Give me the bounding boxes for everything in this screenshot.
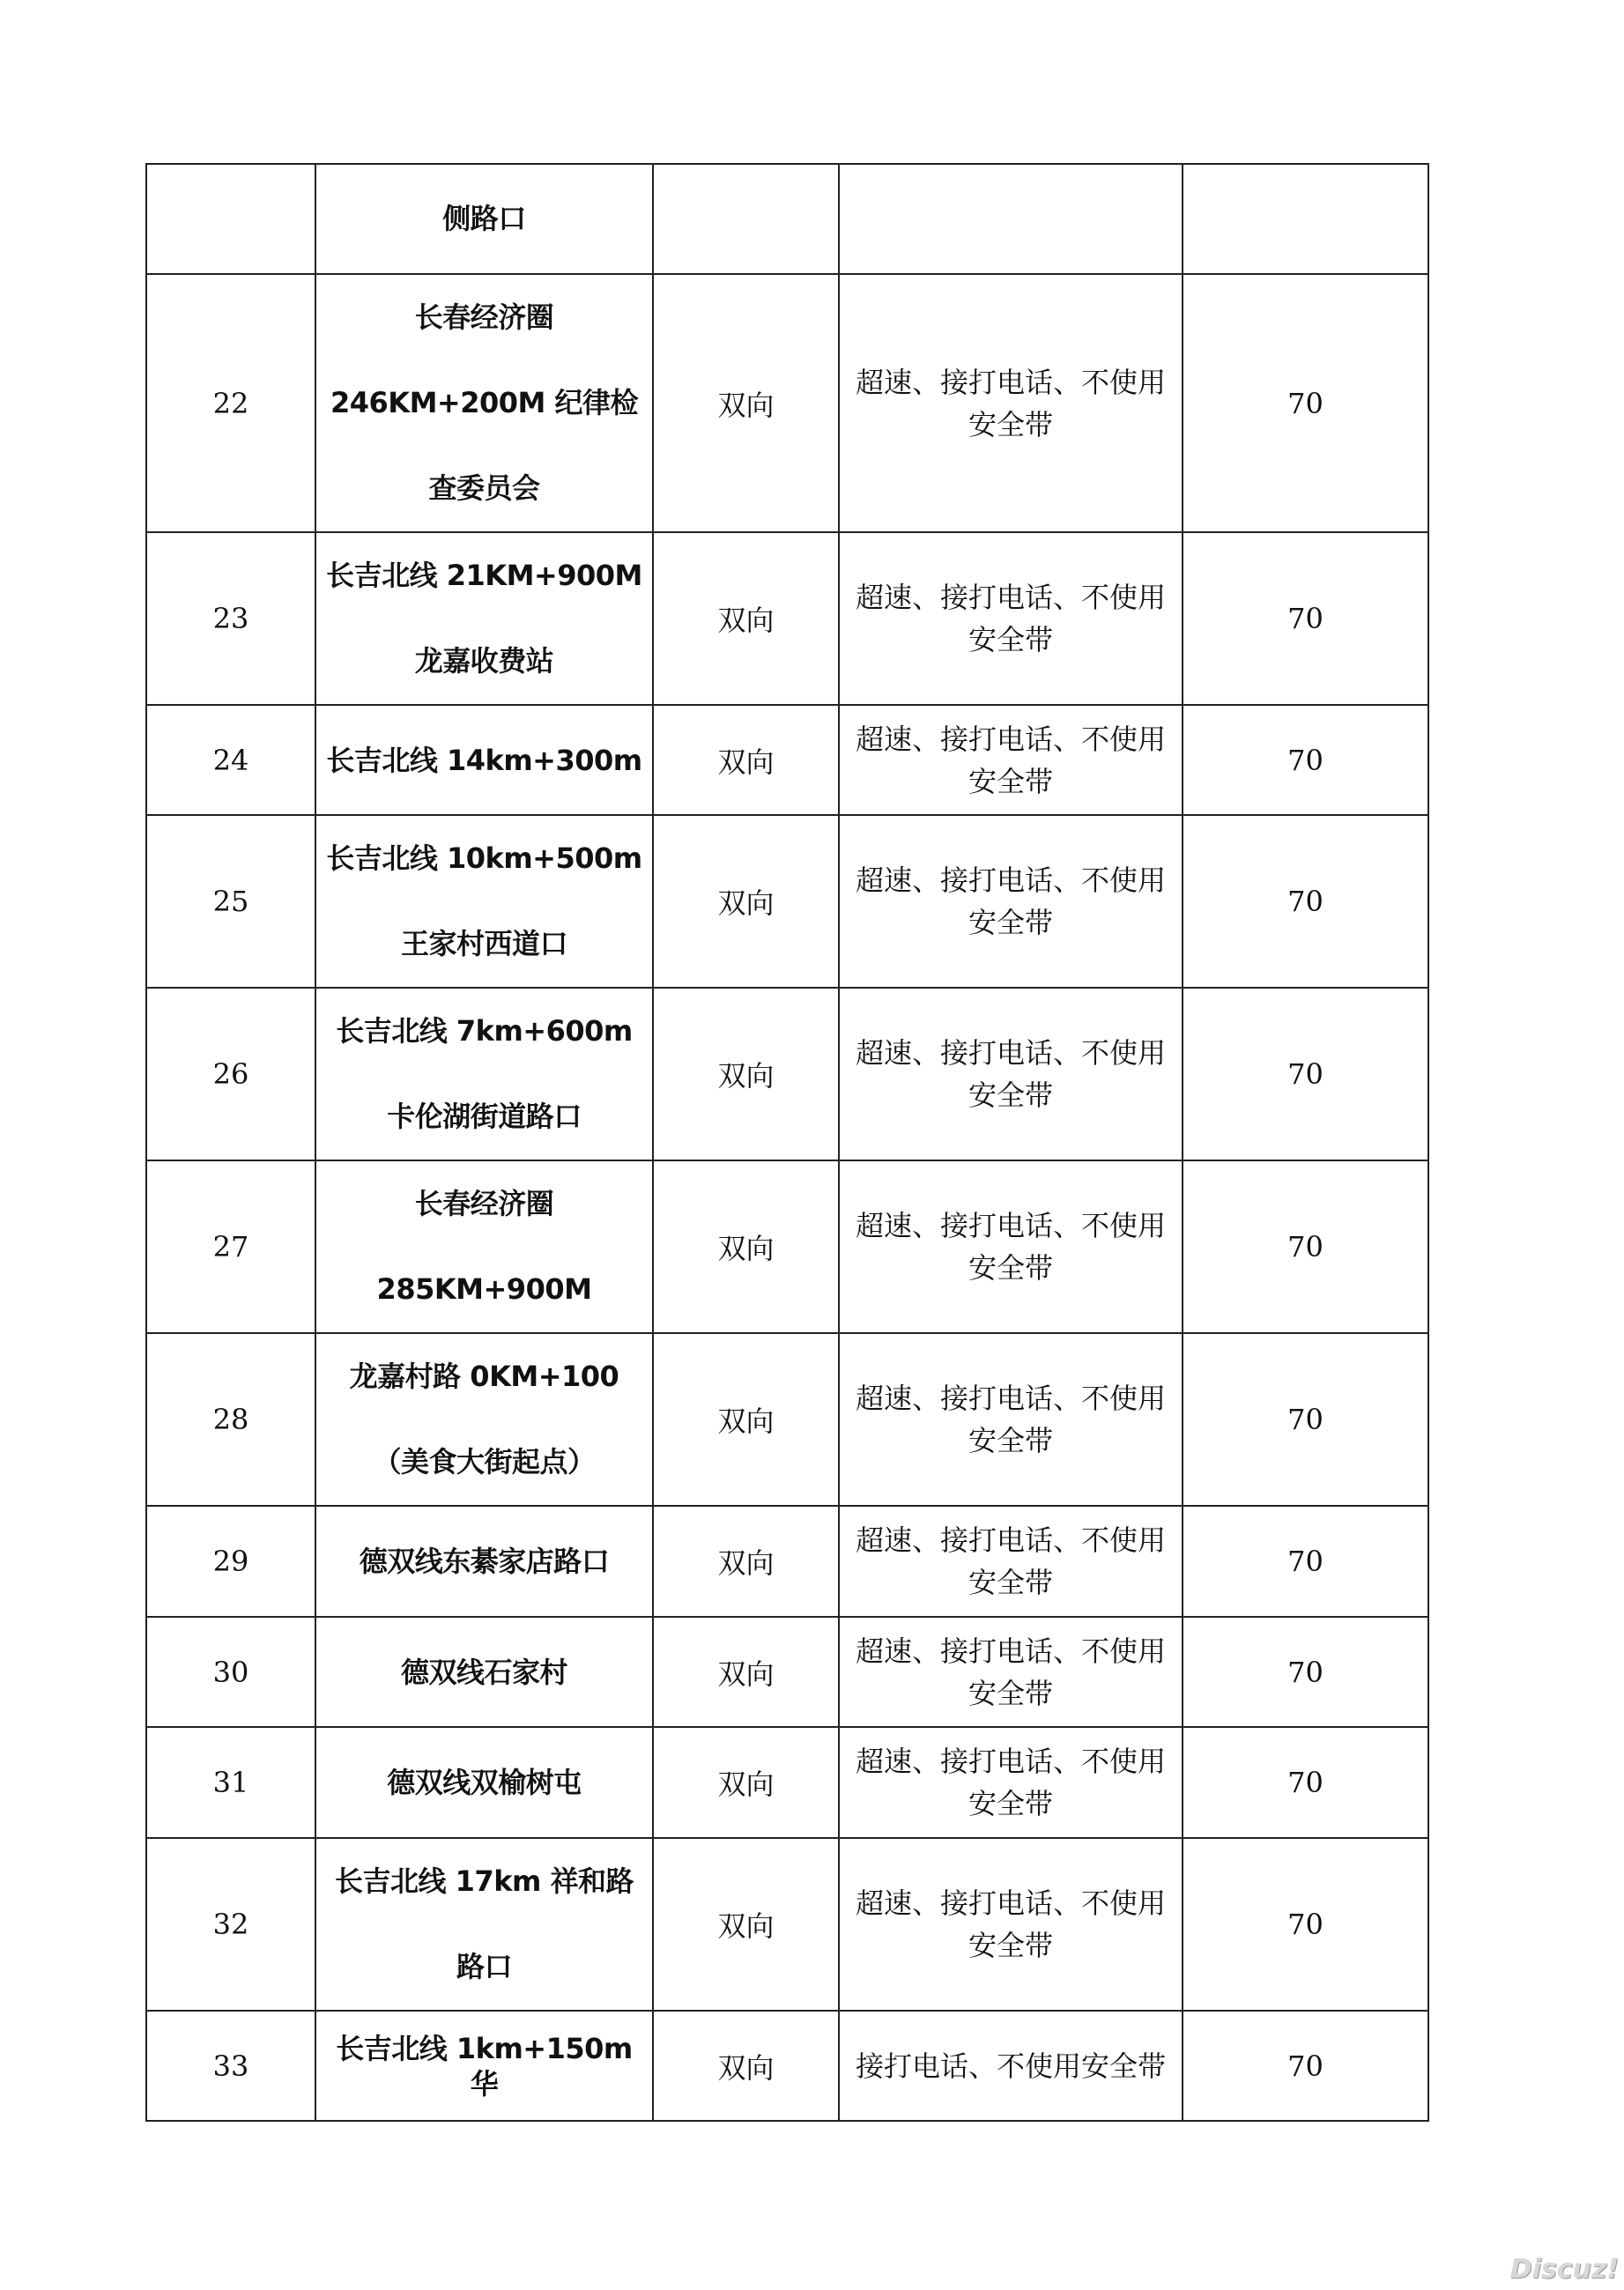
direction-cell: 双向: [653, 1506, 839, 1617]
location-cell: 长春经济圈 246KM+200M 纪律检查委员会: [315, 274, 653, 532]
table-row: [146, 1506, 1428, 1617]
violation-cell: 超速、接打电话、不使用安全带: [839, 1160, 1183, 1333]
speed-cell: 70: [1183, 1617, 1428, 1727]
location-cell: 侧路口: [315, 164, 653, 274]
direction-cell: 双向: [653, 705, 839, 815]
table-row: [146, 1727, 1428, 1838]
speed-cell: 70: [1183, 274, 1428, 532]
row-number: [146, 164, 315, 274]
violation-cell: 超速、接打电话、不使用安全带: [839, 1727, 1183, 1838]
direction-cell: 双向: [653, 988, 839, 1160]
speed-cell: 70: [1183, 1727, 1428, 1838]
violation-cell: 超速、接打电话、不使用安全带: [839, 274, 1183, 532]
violation-cell: 超速、接打电话、不使用安全带: [839, 705, 1183, 815]
table-row: [146, 1838, 1428, 2011]
speed-cell: 70: [1183, 1838, 1428, 2011]
direction-cell: 双向: [653, 532, 839, 705]
location-cell: 龙嘉村路 0KM+100（美食大街起点）: [315, 1333, 653, 1506]
table-row: [146, 164, 1428, 274]
violation-cell: 超速、接打电话、不使用安全带: [839, 1838, 1183, 2011]
enforcement-location-table: [145, 163, 1429, 2122]
location-cell: 长吉北线 14km+300m: [315, 705, 653, 815]
direction-cell: 双向: [653, 2011, 839, 2121]
speed-cell: [1183, 164, 1428, 274]
location-cell: 长春经济圈 285KM+900M: [315, 1160, 653, 1333]
table-row: [146, 1160, 1428, 1333]
direction-cell: 双向: [653, 1617, 839, 1727]
violation-cell: 接打电话、不使用安全带: [839, 2011, 1183, 2121]
speed-cell: 70: [1183, 1160, 1428, 1333]
direction-cell: [653, 164, 839, 274]
row-number: 30: [146, 1617, 315, 1727]
location-cell: 长吉北线 7km+600m 卡伦湖街道路口: [315, 988, 653, 1160]
table-row: [146, 532, 1428, 705]
location-cell: 长吉北线 10km+500m 王家村西道口: [315, 815, 653, 988]
row-number: 27: [146, 1160, 315, 1333]
speed-cell: 70: [1183, 532, 1428, 705]
location-cell: 德双线石家村: [315, 1617, 653, 1727]
row-number: 31: [146, 1727, 315, 1838]
speed-cell: 70: [1183, 815, 1428, 988]
violation-cell: 超速、接打电话、不使用安全带: [839, 988, 1183, 1160]
row-number: 24: [146, 705, 315, 815]
violation-cell: 超速、接打电话、不使用安全带: [839, 1506, 1183, 1617]
watermark: Discuz!: [1509, 2254, 1619, 2285]
speed-cell: 70: [1183, 1506, 1428, 1617]
table-row: [146, 2011, 1428, 2121]
violation-cell: 超速、接打电话、不使用安全带: [839, 1333, 1183, 1506]
direction-cell: 双向: [653, 1838, 839, 2011]
row-number: 26: [146, 988, 315, 1160]
violation-cell: 超速、接打电话、不使用安全带: [839, 532, 1183, 705]
row-number: 23: [146, 532, 315, 705]
violation-cell: 超速、接打电话、不使用安全带: [839, 1617, 1183, 1727]
table-row: [146, 1333, 1428, 1506]
speed-cell: 70: [1183, 705, 1428, 815]
location-cell: 德双线双榆树屯: [315, 1727, 653, 1838]
row-number: 29: [146, 1506, 315, 1617]
table-row: [146, 815, 1428, 988]
table-row: [146, 1617, 1428, 1727]
table-row: [146, 274, 1428, 532]
violation-cell: [839, 164, 1183, 274]
direction-cell: 双向: [653, 1160, 839, 1333]
violation-cell: 超速、接打电话、不使用安全带: [839, 815, 1183, 988]
row-number: 28: [146, 1333, 315, 1506]
speed-cell: 70: [1183, 988, 1428, 1160]
row-number: 22: [146, 274, 315, 532]
row-number: 33: [146, 2011, 315, 2121]
table-row: [146, 705, 1428, 815]
direction-cell: 双向: [653, 1333, 839, 1506]
direction-cell: 双向: [653, 274, 839, 532]
direction-cell: 双向: [653, 1727, 839, 1838]
table-row: [146, 988, 1428, 1160]
row-number: 32: [146, 1838, 315, 2011]
speed-cell: 70: [1183, 2011, 1428, 2121]
location-cell: 德双线东綦家店路口: [315, 1506, 653, 1617]
row-number: 25: [146, 815, 315, 988]
speed-cell: 70: [1183, 1333, 1428, 1506]
direction-cell: 双向: [653, 815, 839, 988]
location-cell: 长吉北线 1km+150m 华: [315, 2011, 653, 2121]
location-cell: 长吉北线 17km 祥和路路口: [315, 1838, 653, 2011]
location-cell: 长吉北线 21KM+900M 龙嘉收费站: [315, 532, 653, 705]
